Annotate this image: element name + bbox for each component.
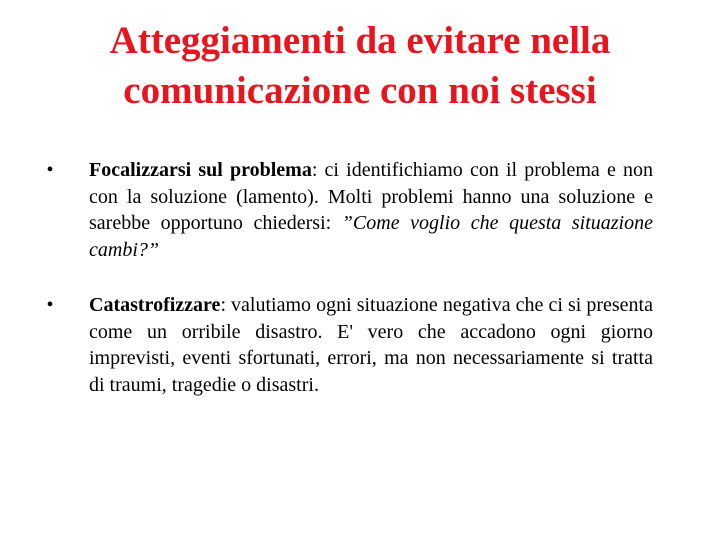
bullet-icon: • xyxy=(46,294,54,316)
bullet-term: Focalizzarsi sul problema xyxy=(89,159,312,181)
bullet-item-catastrofizzare xyxy=(40,292,653,398)
bullet-icon: • xyxy=(46,159,54,181)
bullet-text: : valutiamo ogni situazione negativa che ci si presenta come un orribile disastro. E' vero che accadono ogni giorno imprevisti, eventi sfortunati, errori, ma non necessariamente si tratta di traumi, tragedie o disastri. xyxy=(89,294,653,396)
bullet-term: Catastrofizzare xyxy=(89,294,221,316)
slide-title-line-1: Atteggiamenti da evitare nella xyxy=(109,19,611,62)
slide-title-line-2: comunicazione con noi stessi xyxy=(123,69,597,112)
bullet-item-focalizzarsi xyxy=(40,157,653,263)
bullet-list xyxy=(40,157,653,398)
slide-title xyxy=(40,16,680,116)
bullet-text: : ci identifichiamo con il problema e non con la soluzione (lamento). Molti problemi hanno una soluzione e sarebbe opportuno chiedersi: xyxy=(89,159,653,234)
bullet-quote: ”Come voglio che questa situazione cambi?” xyxy=(89,212,653,261)
